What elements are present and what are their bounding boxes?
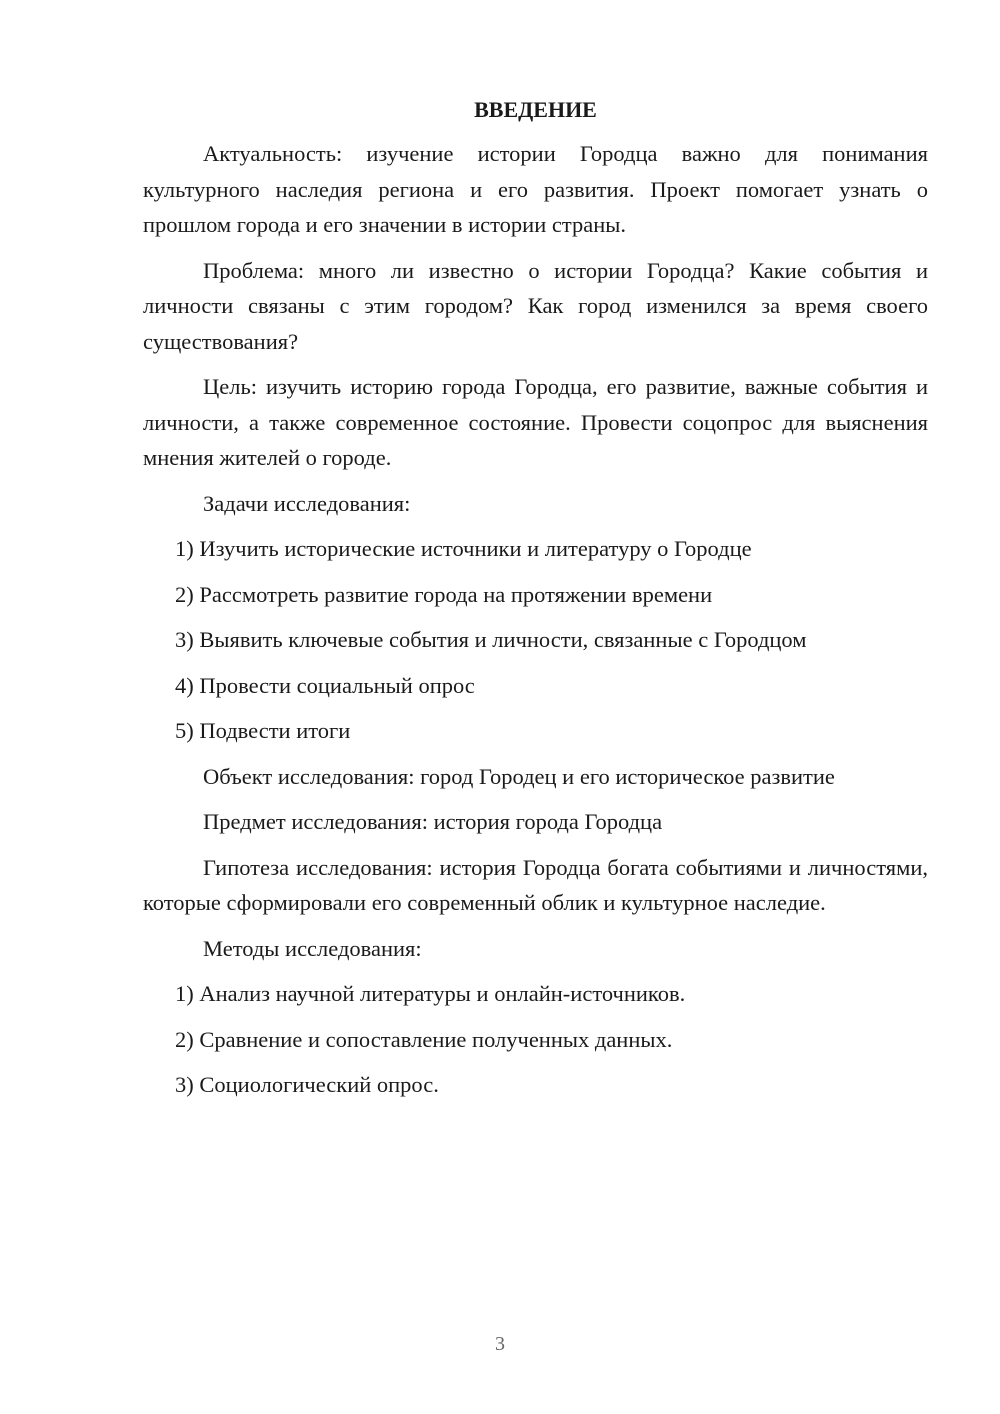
relevance-paragraph: Актуальность: изучение истории Городца важно для понимания культурного наследия региона и его развития. Проект помогает узнать о прошлом города и его значении в истории страны. xyxy=(143,141,928,237)
page-title: ВВЕДЕНИЕ xyxy=(474,97,597,122)
list-item: 4) Провести социальный опрос xyxy=(175,672,475,698)
list-item: 2) Рассмотреть развитие города на протяжении времени xyxy=(175,581,713,607)
list-item: 1) Изучить исторические источники и литературу о Городце xyxy=(175,536,752,561)
problem-paragraph: Проблема: много ли известно о истории Городца? Какие события и личности связаны с этим городом? Как город изменился за время своего существования? xyxy=(143,257,928,354)
tasks-heading: Задачи исследования: xyxy=(203,490,411,516)
document-page xyxy=(143,92,928,1113)
object-line: Объект исследования: город Городец и его историческое развитие xyxy=(203,763,835,789)
list-item: 3) Социологический опрос. xyxy=(175,1072,439,1097)
goal-paragraph: Цель: изучить историю города Городца, его развитие, важные события и личности, а также современное состояние. Провести соцопрос для выяснения мнения жителей о городе. xyxy=(143,374,928,470)
list-item: 3) Выявить ключевые события и личности, связанные с Городцом xyxy=(175,627,807,652)
page-number: 3 xyxy=(495,1333,505,1355)
subject-line: Предмет исследования: история города Городца xyxy=(203,809,663,834)
list-item: 2) Сравнение и сопоставление полученных данных. xyxy=(175,1026,673,1052)
methods-list xyxy=(143,976,928,1103)
list-item: 1) Анализ научной литературы и онлайн-источников. xyxy=(175,981,686,1006)
tasks-list xyxy=(143,531,928,749)
methods-heading: Методы исследования: xyxy=(203,935,422,961)
list-item: 5) Подвести итоги xyxy=(175,718,351,743)
hypothesis-paragraph: Гипотеза исследования: история Городца богата событиями и личностями, которые сформировали его современный облик и культурное наследие. xyxy=(143,854,928,915)
